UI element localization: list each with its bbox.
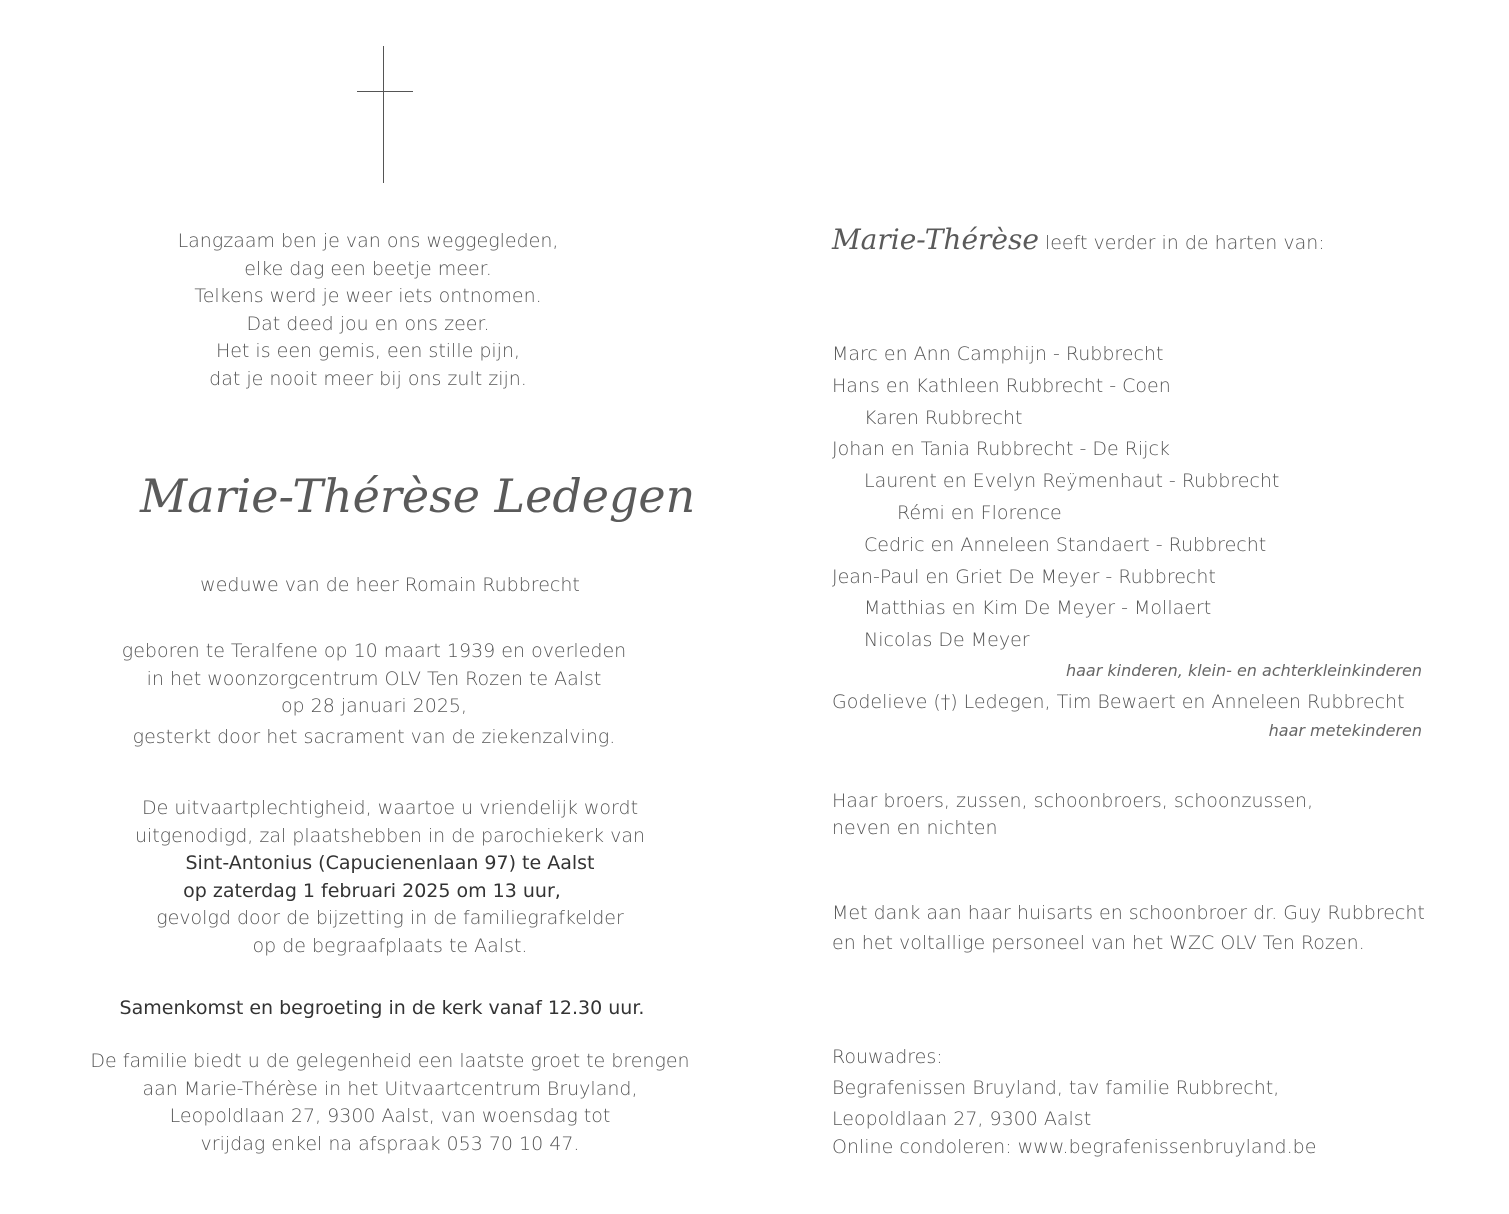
family-member: Hans en Kathleen Rubbrecht - Coen <box>832 374 1171 397</box>
family-member: Marc en Ann Camphijn - Rubbrecht <box>832 343 1164 365</box>
birth-death-line: gesterkt door het sacrament van de ziekenzalving. <box>132 725 616 748</box>
poem-line: elke dag een beetje meer. <box>244 257 492 280</box>
family-member: Matthias en Kim De Meyer - Mollaert <box>864 597 1212 620</box>
deceased-name: Marie-Thérèse Ledegen <box>140 469 696 523</box>
funeral-datetime: op zaterdag 1 februari 2025 om 13 uur, <box>183 879 561 902</box>
poem-line: Het is een gemis, een stille pijn, <box>215 340 521 362</box>
funeral-intro: uitgenodigd, zal plaatshebben in de parochiekerk van <box>134 824 646 847</box>
funeral-intro: De uitvaartplechtigheid, waartoe u vriendelijk wordt <box>141 797 639 819</box>
visitation-line: vrijdag enkel na afspraak 053 70 10 47. <box>200 1132 580 1155</box>
family-list <box>832 339 1279 657</box>
visitation <box>84 1048 696 1158</box>
thanks <box>832 898 1425 958</box>
visitation-line: aan Marie-Thérèse in het Uitvaartcentrum Bruyland, <box>142 1077 638 1100</box>
poem <box>138 228 598 393</box>
family-member: Johan en Tania Rubbrecht - De Rijck <box>832 438 1170 461</box>
address-line: Leopoldlaan 27, 9300 Aalst <box>832 1108 1092 1130</box>
funeral-church: Sint-Antonius (Capucienenlaan 97) te Aalst <box>185 852 595 874</box>
address-line: Online condoleren: www.begrafenissenbruyland.be <box>832 1136 1317 1158</box>
widow-of: weduwe van de heer Romain Rubbrecht <box>200 574 580 596</box>
godchildren-note: haar metekinderen <box>1268 721 1422 740</box>
siblings-line: neven en nichten <box>832 817 998 839</box>
poem-line: dat je nooit meer bij ons zult zijn. <box>209 367 527 390</box>
hearts-text: leeft verder in de harten van: <box>1044 232 1325 254</box>
siblings <box>832 788 1313 842</box>
address-line: Begrafenissen Bruyland, tav familie Rubbrecht, <box>832 1077 1280 1099</box>
birth-death-line: in het woonzorgcentrum OLV Ten Rozen te Aalst <box>146 667 602 690</box>
visitation-line: De familie biedt u de gelegenheid een laatste groet te brengen <box>90 1050 690 1072</box>
poem-line: Telkens werd je weer iets ontnomen. <box>194 285 542 307</box>
family-member: Cedric en Anneleen Standaert - Rubbrecht <box>864 533 1267 556</box>
siblings-line: Haar broers, zussen, schoonbroers, schoonzussen, <box>832 790 1314 812</box>
cross-icon <box>357 46 413 183</box>
address-line: Rouwadres: <box>832 1046 943 1068</box>
godchildren: Godelieve (†) Ledegen, Tim Bewaert en Anneleen Rubbrecht <box>832 691 1405 713</box>
thanks-line: Met dank aan haar huisarts en schoonbroer dr. Guy Rubbrecht <box>832 902 1425 924</box>
family-member: Nicolas De Meyer <box>864 629 1030 652</box>
funeral-after: gevolgd door de bijzetting in de familiegrafkelder <box>156 907 624 929</box>
funeral-info <box>120 795 660 960</box>
poem-line: Langzaam ben je van ons weggegleden, <box>177 230 559 252</box>
gathering: Samenkomst en begroeting in de kerk vanaf 12.30 uur. <box>119 997 645 1019</box>
visitation-line: Leopoldlaan 27, 9300 Aalst, van woensdag tot <box>169 1105 611 1127</box>
funeral-after: op de begraafplaats te Aalst. <box>252 934 528 957</box>
birth-death-line: geboren te Teralfene op 10 maart 1939 en overleden <box>121 640 627 662</box>
family-member: Laurent en Evelyn Reÿmenhaut - Rubbrecht <box>864 470 1280 493</box>
family-member: Karen Rubbrecht <box>864 406 1023 429</box>
birth-death <box>104 638 644 751</box>
address <box>832 1042 1316 1159</box>
birth-death-line: op 28 januari 2025, <box>280 695 468 717</box>
family-note: haar kinderen, klein- en achterkleinkinderen <box>1065 661 1422 680</box>
family-member: Jean-Paul en Griet De Meyer - Rubbrecht <box>832 565 1216 588</box>
thanks-line: en het voltallige personeel van het WZC OLV Ten Rozen. <box>832 932 1365 954</box>
poem-line: Dat deed jou en ons zeer. <box>246 312 490 335</box>
family-member: Rémi en Florence <box>897 501 1062 524</box>
hearts-first-name: Marie-Thérèse <box>832 223 1039 256</box>
hearts-heading <box>832 222 1325 261</box>
